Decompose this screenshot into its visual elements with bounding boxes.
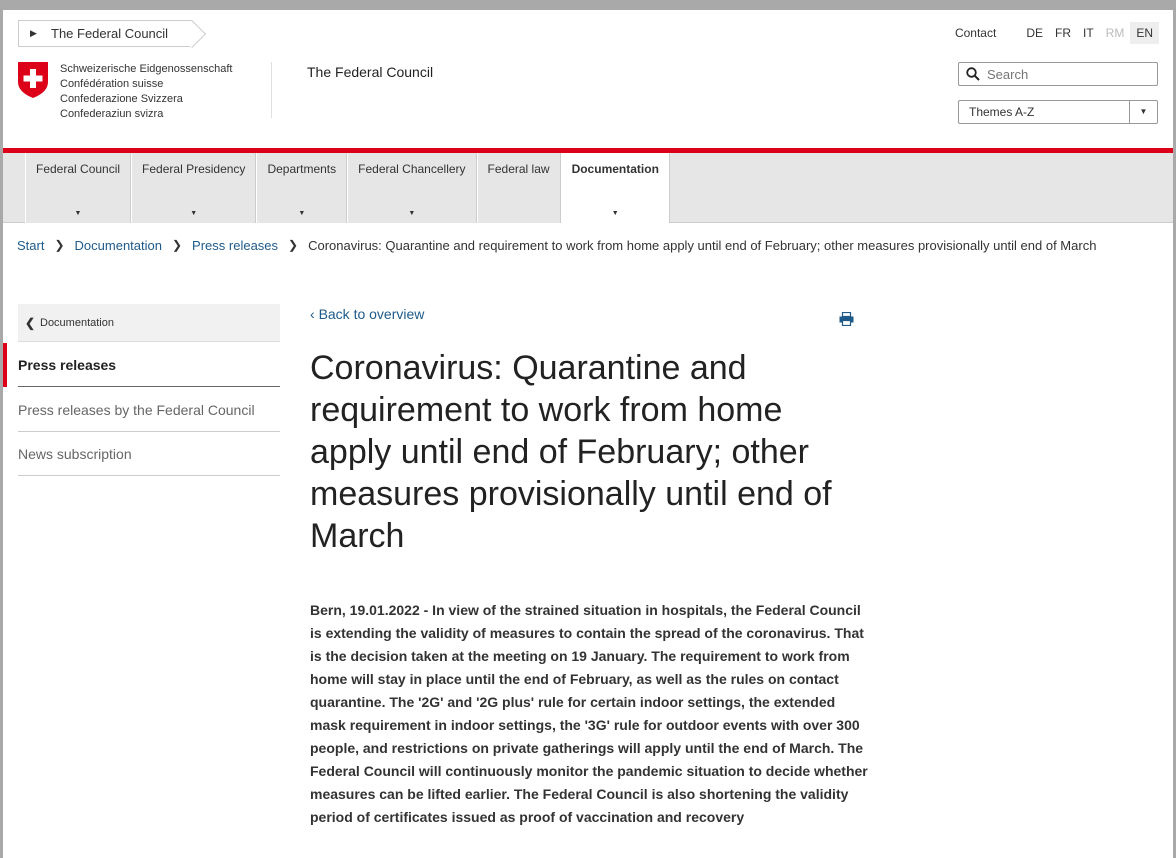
chevron-right-icon: ❯ [288, 238, 299, 252]
breadcrumb-start[interactable]: Start [17, 238, 45, 253]
search-icon[interactable] [959, 67, 987, 81]
article-title: Coronavirus: Quarantine and requirement to work from home apply until end of February; other measures provisionally until end of March [310, 349, 832, 555]
lang-it[interactable]: IT [1082, 26, 1094, 40]
swiss-shield-icon [18, 62, 48, 98]
themes-select[interactable] [958, 100, 1158, 124]
nav-label: Federal Chancellery [358, 162, 466, 176]
lang-rm: RM [1105, 26, 1125, 40]
sidebar-item-press-releases-federal-council[interactable]: Press releases by the Federal Council [18, 388, 280, 432]
nav-federal-presidency[interactable] [131, 153, 256, 223]
nav-federal-law[interactable] [477, 153, 561, 223]
chevron-left-icon: ‹ [310, 306, 315, 322]
swiss-confederation-logo[interactable] [18, 62, 232, 122]
dropdown-arrow-icon: ▼ [74, 210, 82, 217]
breadcrumb [17, 238, 1096, 253]
sidebar-item-press-releases[interactable]: Press releases [18, 343, 280, 387]
chevron-down-icon: ▼ [1129, 101, 1157, 123]
lang-en[interactable]: EN [1130, 22, 1159, 44]
breadcrumb-documentation[interactable]: Documentation [74, 238, 162, 253]
lang-de[interactable]: DE [1026, 26, 1043, 40]
dropdown-arrow-icon: ▼ [408, 210, 416, 217]
logo-divider [271, 62, 272, 118]
logo-line-de: Schweizerische Eidgenossenschaft [60, 63, 233, 75]
logo-line-rm: Confederaziun svizra [60, 108, 164, 120]
dropdown-arrow-icon: ▼ [611, 210, 619, 217]
top-links [955, 22, 1159, 44]
print-icon[interactable] [839, 312, 854, 331]
back-to-overview-link[interactable] [310, 306, 424, 322]
nav-federal-chancellery[interactable] [347, 153, 476, 223]
contact-link[interactable]: Contact [954, 26, 997, 40]
nav-departments[interactable] [256, 153, 347, 223]
sidebar-item-news-subscription[interactable]: News subscription [18, 432, 280, 476]
lang-fr[interactable]: FR [1054, 26, 1071, 40]
search-box[interactable] [958, 62, 1158, 86]
federal-council-tab[interactable] [18, 20, 192, 47]
chevron-right-icon: ❯ [54, 238, 65, 252]
nav-documentation[interactable] [561, 153, 670, 223]
site-title[interactable]: The Federal Council [307, 64, 434, 80]
breadcrumb-current: Coronavirus: Quarantine and requirement to work from home apply until end of February; other measures provisionally until end of March [308, 238, 1097, 253]
logo-line-it: Confederazione Svizzera [60, 93, 183, 105]
back-to-overview-label: Back to overview [318, 306, 425, 322]
chevron-right-icon: ❯ [171, 238, 183, 252]
logo-line-fr: Confédération suisse [60, 78, 164, 90]
federal-council-tab-label: The Federal Council [51, 26, 169, 41]
dropdown-arrow-icon: ▼ [298, 210, 306, 217]
nav-label: Departments [267, 162, 337, 176]
nav-federal-council[interactable] [25, 153, 131, 223]
sidebar-back-label: Documentation [40, 317, 114, 329]
article-lead: Bern, 19.01.2022 - In view of the strained situation in hospitals, the Federal Council is extending the validity of measures to contain the spread of the coronavirus. That is the decision taken at the meeting on 19 January. The requirement to work from home will stay in place until the end of February, as well as the rules on contact quarantine. The '2G' and '2G plus' rule for certain indoor settings, the extended mask requirement in indoor settings, the '3G' rule for outdoor events with over 300 people, and restrictions on private gatherings will apply until the end of March. The Federal Council will continuously monitor the pandemic situation to decide whether measures can be lifted earlier. The Federal Council is also shortening the validity period of certificates issued as proof of vaccination and recovery [310, 602, 868, 825]
sidebar-back-documentation[interactable] [18, 304, 280, 342]
themes-select-value: Themes A-Z [969, 105, 1035, 119]
logo-text [60, 62, 232, 122]
nav-label: Documentation [571, 162, 659, 176]
main-navigation [3, 148, 1173, 223]
nav-label: Federal Council [36, 162, 121, 176]
chevron-right-icon: ▶ [30, 28, 37, 38]
chevron-left-icon: ❮ [25, 316, 36, 330]
breadcrumb-press-releases[interactable]: Press releases [192, 238, 279, 253]
search-input[interactable] [987, 67, 1147, 82]
browser-viewport [3, 10, 1173, 858]
nav-label: Federal law [487, 162, 550, 176]
dropdown-arrow-icon: ▼ [190, 210, 198, 217]
nav-label: Federal Presidency [142, 162, 246, 176]
